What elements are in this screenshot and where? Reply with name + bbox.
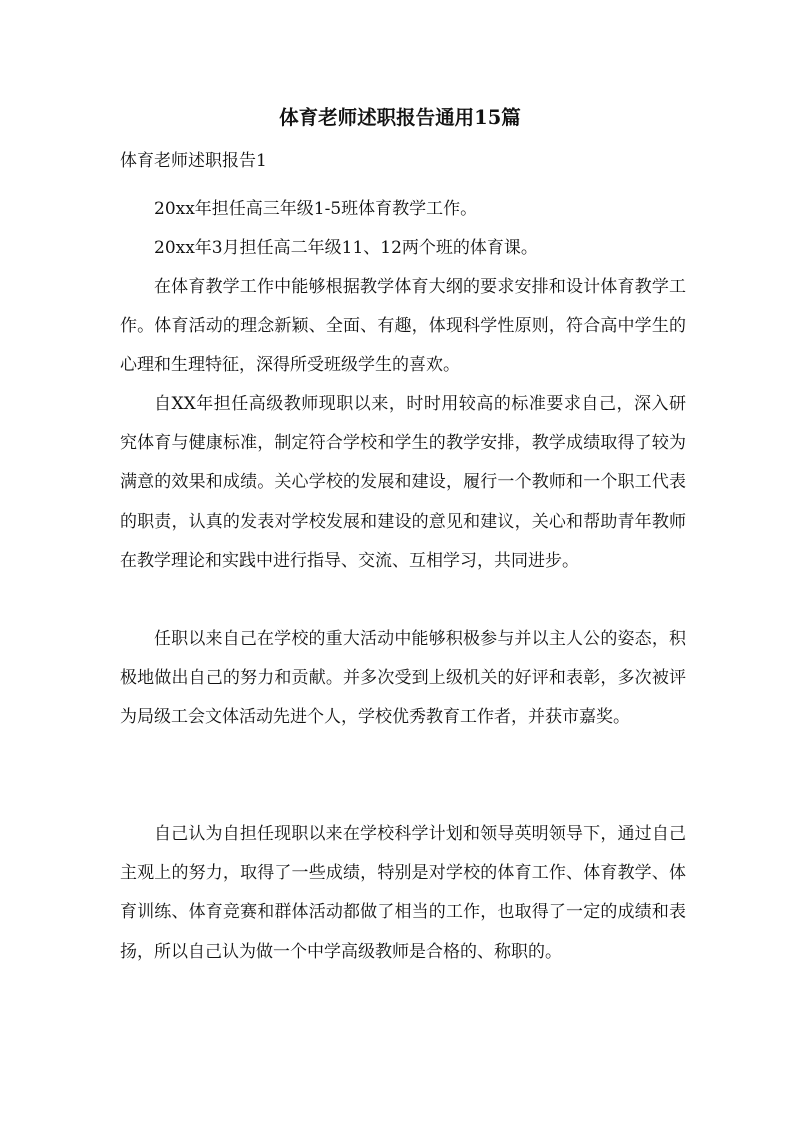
paragraph: 自己认为自担任现职以来在学校科学计划和领导英明领导下，通过自己主观上的努力，取得了一些成绩，特别是对学校的体育工作、体育教学、体育训练、体育竞赛和群体活动都做了相当的工作，也取得了一定的成绩和表扬，所以自己认为做一个中学高级教师是合格的、称职的。 (120, 824, 686, 962)
section-heading: 体育老师述职报告1 (120, 151, 267, 171)
paragraph: 20xx年3月担任高二年级11、12两个班的体育课。 (154, 238, 538, 258)
page-title: 体育老师述职报告通用15篇 (279, 106, 521, 129)
paragraph: 20xx年担任高三年级1-5班体育教学工作。 (154, 199, 478, 219)
paragraph: 在体育教学工作中能够根据教学体育大纲的要求安排和设计体育教学工作。体育活动的理念新颖、全面、有趣，体现科学性原则，符合高中学生的心理和生理特征，深得所受班级学生的喜欢。 (120, 277, 686, 376)
paragraph: 任职以来自己在学校的重大活动中能够积极参与并以主人公的姿态，积极地做出自己的努力和贡献。并多次受到上级机关的好评和表彰，多次被评为局级工会文体活动先进个人，学校优秀教育工作者，并获市嘉奖。 (120, 629, 686, 728)
paragraph: 自XX年担任高级教师现职以来，时时用较高的标准要求自己，深入研究体育与健康标准，制定符合学校和学生的教学安排，教学成绩取得了较为满意的效果和成绩。关心学校的发展和建设，履行一个教师和一个职工代表的职责，认真的发表对学校发展和建设的意见和建议，关心和帮助青年教师在教学理论和实践中进行指导、交流、互相学习，共同进步。 (120, 394, 686, 571)
